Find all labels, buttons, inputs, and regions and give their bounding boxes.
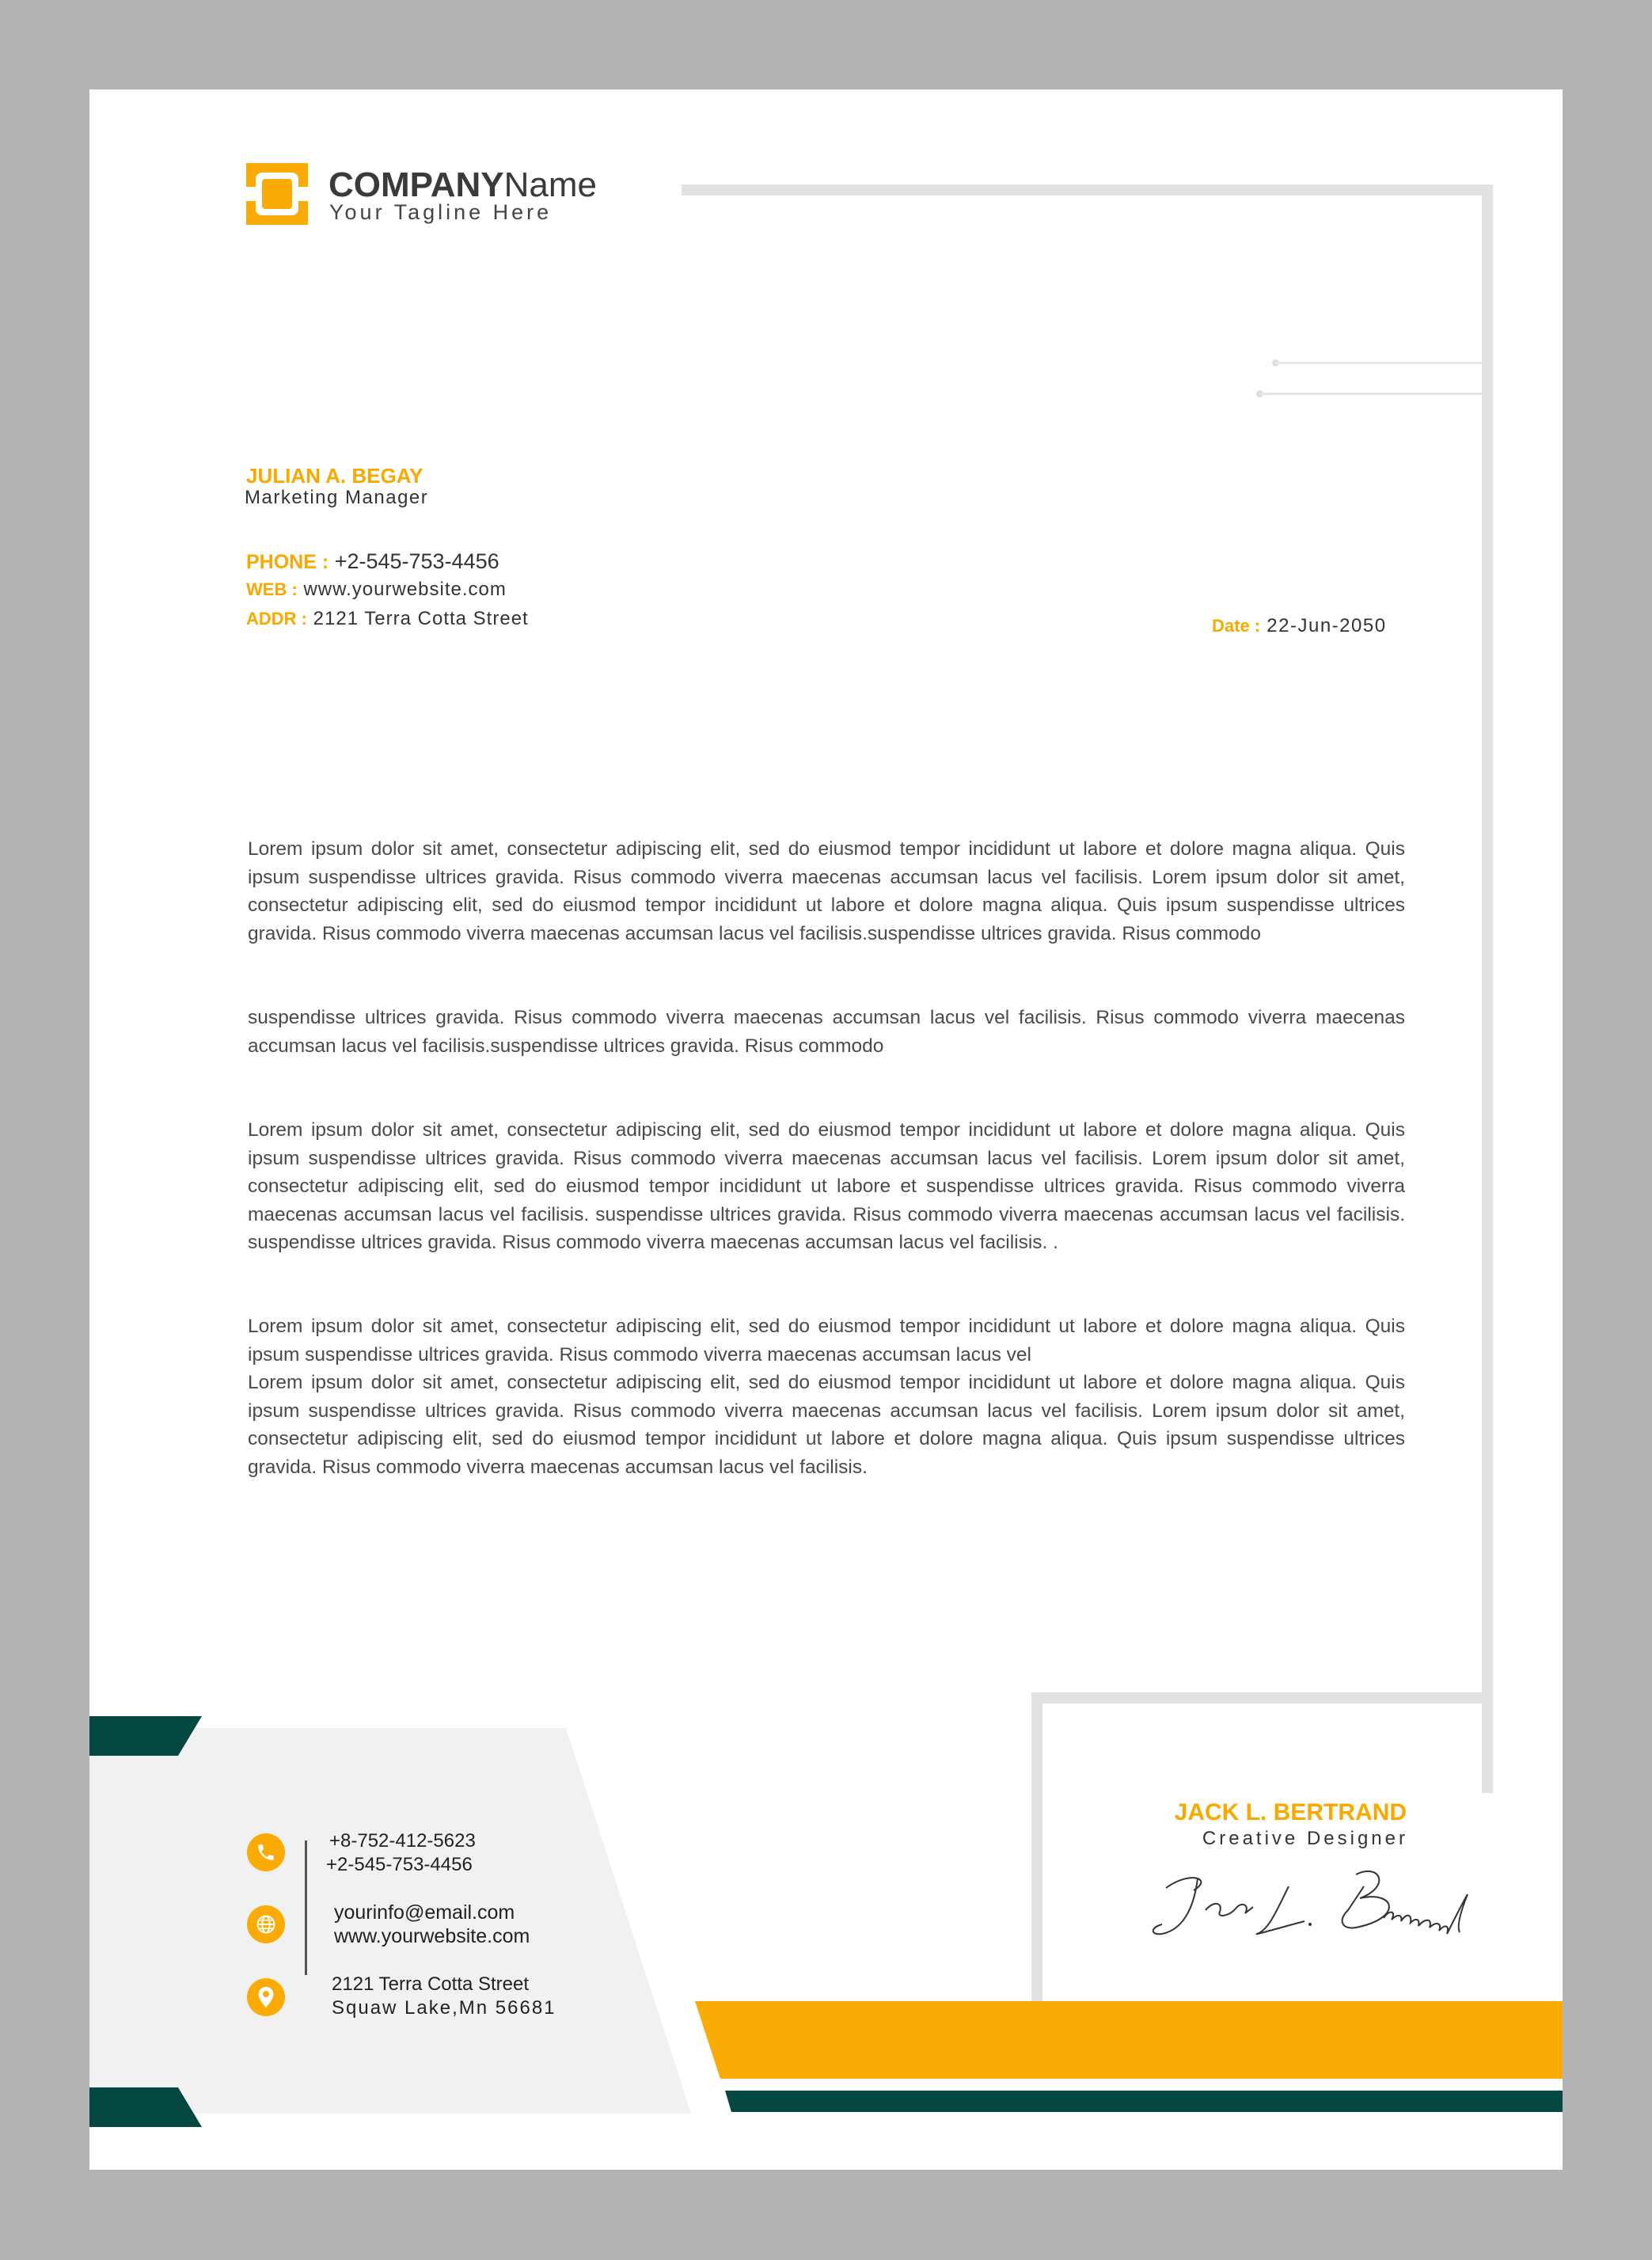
handwritten-signature — [1118, 1855, 1514, 1950]
square-logo-icon — [246, 163, 308, 225]
signatory-title: Creative Designer — [1202, 1828, 1408, 1849]
body-paragraph-1: Lorem ipsum dolor sit amet, consectetur adipiscing elit, sed do eiusmod tempor incididunt ut labore et dolore magna aliqua. Quis ipsum suspendisse ultrices gravida. Risus commodo viverra maecenas accumsan lacus vel facilisis. Lorem ipsum dolor sit amet, consectetur adipiscing elit, sed do eiusmod tempor incididunt ut labore et dolore magna aliqua. Quis ipsum suspendisse ultrices gravida. Risus commodo viverra maecenas accumsan lacus vel facilisis.suspendisse ultrices gravida. Risus commodo — [248, 838, 1405, 944]
phone-label: PHONE : — [246, 551, 329, 573]
phone-icon — [247, 1833, 285, 1871]
footer-phone-1: +8-752-412-5623 — [329, 1830, 476, 1852]
body-paragraph — [248, 1116, 1405, 1257]
date-row — [1212, 615, 1387, 637]
footer-phone-2: +2-545-753-4456 — [326, 1854, 473, 1875]
location-pin-icon — [247, 1978, 285, 2016]
decor-line — [1275, 362, 1483, 364]
body-paragraph — [248, 835, 1405, 948]
web-label: WEB : — [246, 579, 298, 599]
decor-line — [1259, 393, 1483, 395]
company-name-light: Name — [503, 165, 598, 204]
company-name-bold: COMPANY — [329, 165, 504, 204]
footer-address-1: 2121 Terra Cotta Street — [332, 1973, 530, 1995]
footer-email: yourinfo@email.com — [334, 1901, 515, 1924]
body-paragraph — [248, 1312, 1405, 1481]
footer-divider-line — [305, 1840, 307, 1975]
sender-addr: 2121 Terra Cotta Street — [313, 608, 529, 629]
frame-bottom-border — [1031, 1692, 1493, 1704]
sender-name: JULIAN A. BEGAY — [246, 464, 423, 488]
sender-web-row — [246, 579, 507, 601]
frame-right-border — [1482, 184, 1493, 1793]
sender-phone: +2-545-753-4456 — [334, 549, 499, 573]
sender-phone-row — [246, 549, 499, 574]
body-paragraph-4b: Lorem ipsum dolor sit amet, consectetur adipiscing elit, sed do eiusmod tempor incididunt ut labore et dolore magna aliqua. Quis ipsum suspendisse ultrices gravida. Risus commodo viverra maecenas accumsan lacus vel facilisis. Lorem ipsum dolor sit amet, consectetur adipiscing elit, sed do eiusmod tempor incididunt ut labore et dolore magna aliqua. Quis ipsum suspendisse ultrices gravida. Risus commodo viverra maecenas accumsan lacus vel facilisis. — [248, 1372, 1405, 1478]
date-value: 22-Jun-2050 — [1267, 615, 1387, 636]
sender-web: www.yourwebsite.com — [303, 579, 507, 600]
footer-website: www.yourwebsite.com — [334, 1925, 530, 1947]
date-label: Date : — [1212, 616, 1261, 636]
body-paragraph — [248, 1004, 1405, 1060]
frame-top-border — [682, 184, 1493, 196]
sender-title: Marketing Manager — [245, 487, 429, 508]
body-paragraph-3: Lorem ipsum dolor sit amet, consectetur adipiscing elit, sed do eiusmod tempor incididunt ut labore et dolore magna aliqua. Quis ipsum suspendisse ultrices gravida. Risus commodo viverra maecenas accumsan lacus vel facilisis. Lorem ipsum dolor sit amet, consectetur adipiscing elit, sed do eiusmod tempor incididunt ut labore et suspendisse ultrices gravida. Risus commodo viverra maecenas accumsan lacus vel facilisis. suspendisse ultrices gravida. Risus commodo viverra maecenas accumsan lacus vel facilisis. suspendisse ultrices gravida. Risus commodo viverra maecenas accumsan lacus vel facilisis. . — [248, 1119, 1405, 1253]
company-tagline: Your Tagline Here — [329, 200, 553, 224]
company-name — [329, 165, 597, 205]
globe-icon — [247, 1905, 285, 1943]
sender-addr-row — [246, 608, 529, 630]
body-paragraph-2: suspendisse ultrices gravida. Risus commodo viverra maecenas accumsan lacus vel facilisis. Risus commodo viverra maecenas accumsan lacus vel facilisis.suspendisse ultrices gravida. Risus commodo — [248, 1007, 1405, 1057]
footer-address-2: Squaw Lake,Mn 56681 — [332, 1997, 556, 2019]
footer-teal-bar — [725, 2091, 1563, 2112]
addr-label: ADDR : — [246, 609, 307, 629]
frame-signature-border — [1031, 1692, 1042, 2005]
letterhead-page — [89, 89, 1563, 2170]
footer-orange-bar — [695, 2001, 1563, 2079]
signatory-name: JACK L. BERTRAND — [1174, 1799, 1407, 1825]
body-paragraph-4a: Lorem ipsum dolor sit amet, consectetur adipiscing elit, sed do eiusmod tempor incididunt ut labore et dolore magna aliqua. Quis ipsum suspendisse ultrices gravida. Risus commodo viverra maecenas accumsan lacus vel — [248, 1316, 1405, 1365]
